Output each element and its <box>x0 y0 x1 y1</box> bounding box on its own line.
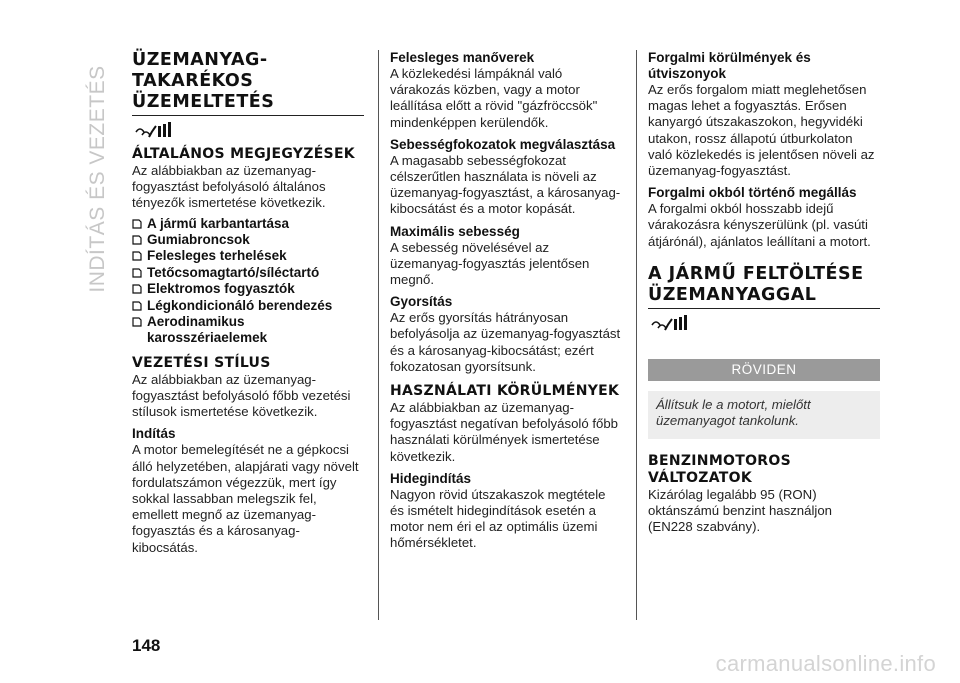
factor-item: Aerodinamikus karosszériaelemek <box>132 314 364 347</box>
section-title: ÜZEMANYAG-TAKARÉKOS ÜZEMELTETÉS <box>132 50 364 116</box>
eco-drive-icon <box>650 315 688 333</box>
eco-drive-icon <box>134 122 172 140</box>
style-heading: VEZETÉSI STÍLUS <box>132 354 271 371</box>
general-heading: ÁLTALÁNOS MEGJEGYZÉSEK <box>132 146 355 162</box>
page-ref-icon <box>132 268 142 278</box>
style-text: Az alábbiakban az üzemanyag-fogyasztást befolyásoló főbb vezetési stílusok ismertetése következik. <box>132 371 351 420</box>
maxspeed-text: A sebesség növelésével az üzemanyag-fogyasztás jelentősen megnő. <box>390 239 590 288</box>
accel-heading: Gyorsítás <box>390 294 453 310</box>
factor-item: Elektromos fogyasztók <box>132 281 364 297</box>
start-heading: Indítás <box>132 426 176 442</box>
petrol-text: Kizárólag legalább 95 (RON) oktánszámú benzint használjon (EN228 szabvány). <box>648 486 833 535</box>
traffic-heading: Forgalmi körülmények és útviszonyok <box>648 50 811 81</box>
column-3 <box>648 50 880 535</box>
page-ref-icon <box>132 235 142 245</box>
factor-item: Gumiabroncsok <box>132 232 364 248</box>
column-1 <box>132 50 364 556</box>
maneuver-heading: Felesleges manőverek <box>390 50 535 65</box>
refuel-title: A JÁRMŰ FELTÖLTÉSE ÜZEMANYAGGAL <box>648 264 880 309</box>
page-ref-icon <box>132 251 142 261</box>
coldstart-text: Nagyon rövid útszakaszok megtétele és ismételt hidegindítások esetén a motor nem éri el az optimális üzemi hőmérsékletet. <box>390 486 606 551</box>
gear-heading: Sebességfokozatok megválasztása <box>390 136 616 152</box>
start-text: A motor bemelegítését ne a gépkocsi álló helyzetében, alapjárati vagy növelt fordulatszámon végezzük, mert így sokkal lassabban melegszik fel, emellett megnő az üzemanyag-fogyasztás és a károsanyag-kibocsátás. <box>132 442 359 555</box>
coldstart-heading: Hidegindítás <box>390 470 472 486</box>
conditions-text: Az alábbiakban az üzemanyag-fogyasztást negatívan befolyásoló főbb használati körülmények ismertetése következik. <box>390 400 619 464</box>
maxspeed-heading: Maximális sebesség <box>390 223 520 239</box>
column-divider <box>378 50 379 620</box>
factor-item: A jármű karbantartása <box>132 216 364 232</box>
page-ref-icon <box>132 284 142 294</box>
summary-text: Állítsuk le a motort, mielőtt üzemanyagot tankolunk. <box>648 391 880 439</box>
factor-item: Légkondicionáló berendezés <box>132 298 364 314</box>
page-number: 148 <box>132 636 161 655</box>
page-ref-icon <box>132 301 142 311</box>
page-ref-icon <box>132 219 142 229</box>
factor-list <box>132 216 364 347</box>
stops-text: A forgalmi okból hosszabb idejű várakozásra kényszerülünk (pl. vasúti átjárónál), ajánlatos leállítani a motort. <box>648 201 871 249</box>
watermark: carmanualsonline.info <box>715 651 936 676</box>
conditions-heading: HASZNÁLATI KÖRÜLMÉNYEK <box>390 383 620 400</box>
column-divider <box>636 50 637 620</box>
petrol-heading: BENZINMOTOROS VÁLTOZATOK <box>648 452 791 486</box>
maneuver-text: A közlekedési lámpáknál való várakozás közben, vagy a motor leállítása előtt a rövid "gázfröccsök" mindenképpen kerülendők. <box>390 66 598 130</box>
section-side-tab-label: INDÍTÁS ÉS VEZETÉS <box>86 65 109 293</box>
page-ref-icon <box>132 317 142 327</box>
factor-item: Tetőcsomagtartó/síléctartó <box>132 265 364 281</box>
summary-label: RÖVIDEN <box>648 359 880 381</box>
general-text: Az alábbiakban az üzemanyag-fogyasztást befolyásoló általános tényezők ismertetése következik. <box>132 163 326 211</box>
stops-heading: Forgalmi okból történő megállás <box>648 185 857 201</box>
gear-text: A magasabb sebességfokozat célszerűtlen használata is növeli az üzemanyag-fogyasztást, a károsanyag-kibocsátást és a motor kopását. <box>390 152 621 217</box>
section-side-tab <box>80 48 116 310</box>
traffic-text: Az erős forgalom miatt meglehetősen magas lehet a fogyasztás. Erősen kanyargó útszakaszokon, hegyvidéki utakon, rossz állapotú útburkolaton való közlekedés is jelentősen növeli az üzemanyag-fogyasztást. <box>648 82 875 179</box>
column-2 <box>390 50 622 552</box>
factor-item: Felesleges terhelések <box>132 248 364 264</box>
accel-text: Az erős gyorsítás hátrányosan befolyásolja az üzemanyag-fogyasztást és a károsanyag-kibocsátást; ezért fokozatosan gyorsítsunk. <box>390 310 621 374</box>
